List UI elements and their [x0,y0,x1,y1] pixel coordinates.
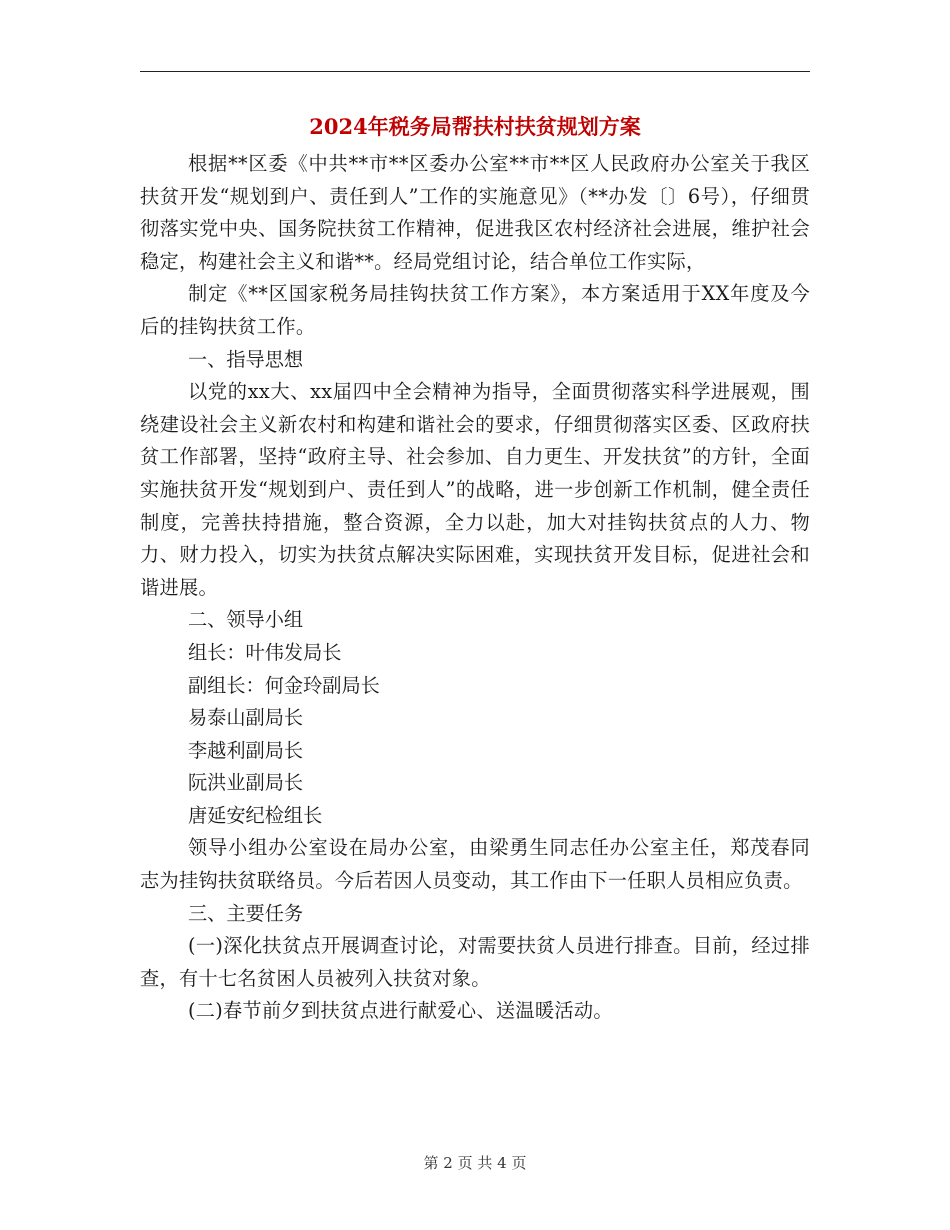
header-rule [140,71,810,72]
member-discipline-leader: 唐延安纪检组长 [188,803,323,827]
page-number-footer: 第 2 页 共 4 页 [423,1154,527,1172]
member-deputy-leader: 副组长：何金玲副局长 [188,673,380,697]
document-body [140,148,810,1028]
task-item-2: (二)春节前夕到扶贫点进行献爱心、送温暖活动。 [188,999,613,1023]
document-title: 2024年税务局帮扶村扶贫规划方案 [309,114,641,139]
member-leader: 组长：叶伟发局长 [188,640,342,664]
guiding-ideology-paragraph: 以党的xx大、xx届四中全会精神为指导，全面贯彻落实科学进展观，围绕建设社会主义新农村和构建和谐社会的要求，仔细贯彻落实区委、区政府扶贫工作部署，坚持“政府主导、社会参加、自力更生、开发扶贫”的方针，全面实施扶贫开发“规划到户、责任到人”的战略，进一步创新工作机制，健全责任制度，完善扶持措施，整合资源，全力以赴，加大对挂钩扶贫点的人力、物力、财力投入，切实为扶贫点解决实际困难，实现扶贫开发目标，促进社会和谐进展。 [140,380,810,599]
member-deputy-3: 李越利副局长 [188,738,304,762]
intro-paragraph-1: 根据**区委《中共**市**区委办公室**市**区人民政府办公室关于我区扶贫开发“规划到户、责任到人”工作的实施意见》（**办发〔〕6号），仔细贯彻落实党中央、国务院扶贫工作精神，促进我区农村经济社会进展，维护社会稳定，构建社会主义和谐**。经局党组讨论，结合单位工作实际， [140,152,810,273]
intro-paragraph-2: 制定《**区国家税务局挂钩扶贫工作方案》，本方案适用于XX年度及今后的挂钩扶贫工作。 [140,282,810,338]
task-item-1: (一)深化扶贫点开展调查讨论，对需要扶贫人员进行排查。目前，经过排查，有十七名贫困人员被列入扶贫对象。 [140,934,810,990]
leadership-office-paragraph: 领导小组办公室设在局办公室，由梁勇生同志任办公室主任，郑茂春同志为挂钩扶贫联络员。今后若因人员变动，其工作由下一任职人员相应负责。 [140,836,810,893]
section-heading-main-tasks: 三、主要任务 [188,901,304,925]
section-heading-leadership-group: 二、领导小组 [188,608,304,632]
section-heading-guiding-ideology: 一、指导思想 [188,347,304,371]
member-deputy-2: 易泰山副局长 [188,706,304,730]
member-deputy-4: 阮洪业副局长 [188,771,304,795]
